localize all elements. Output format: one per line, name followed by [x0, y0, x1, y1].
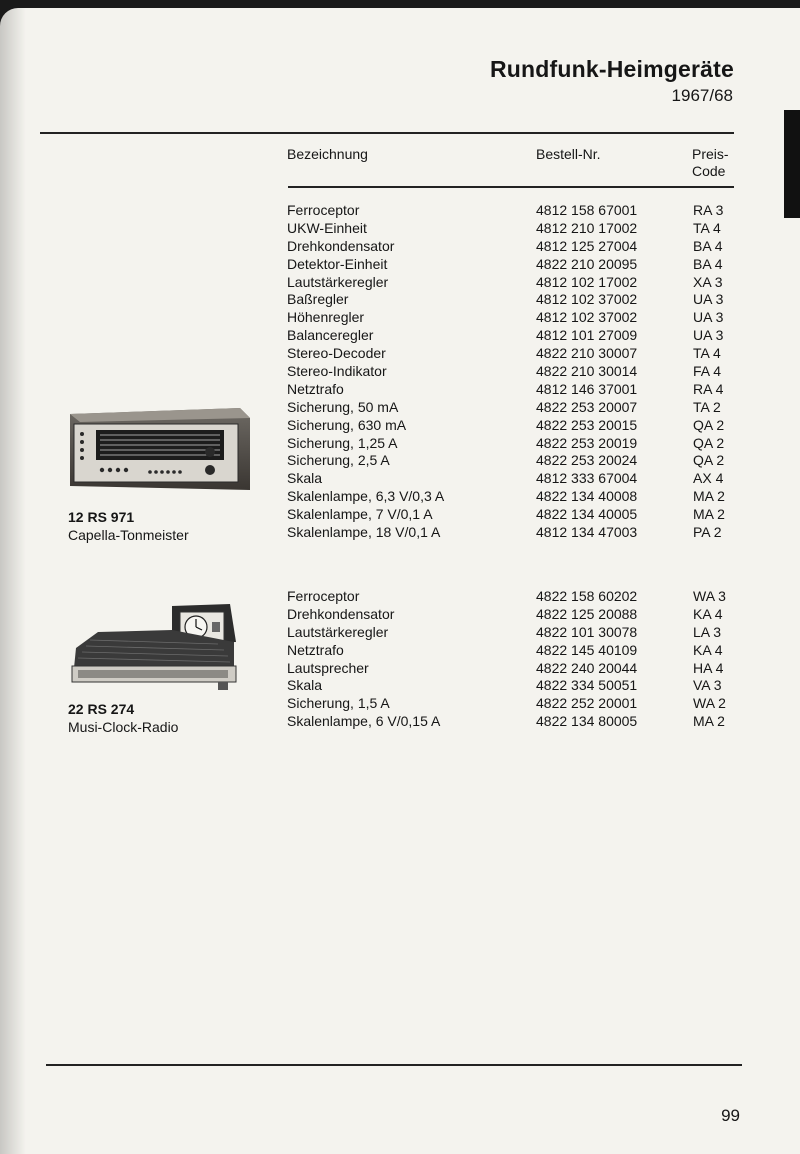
column-header-name: Bezeichnung [287, 146, 368, 162]
device-label-12rs971 [68, 508, 189, 544]
table-row: Drehkondensator 4822 125 20088 KA 4 [287, 605, 723, 622]
table-row: UKW-Einheit 4812 210 17002 TA 4 [287, 219, 721, 236]
table-row: Sicherung, 50 mA 4822 253 20007 TA 2 [287, 398, 721, 415]
table-row: Sicherung, 1,5 A 4822 252 20001 WA 2 [287, 695, 726, 712]
header-rule [288, 186, 734, 188]
table-row: Detektor-Einheit 4822 210 20095 BA 4 [287, 255, 723, 272]
table-row: Baßregler 4812 102 37002 UA 3 [287, 291, 724, 308]
table-row: Skalenlampe, 7 V/0,1 A 4822 134 40005 MA 2 [287, 506, 725, 523]
table-row: Ferroceptor 4822 158 60202 WA 3 [287, 588, 726, 604]
table-row: Lautstärkeregler 4822 101 30078 LA 3 [287, 623, 722, 640]
table-row: Netztrafo 4812 146 37001 RA 4 [287, 380, 724, 397]
catalog-page [0, 8, 800, 1154]
parts-table-12rs971 [287, 202, 747, 542]
table-row: Skala 4812 333 67004 AX 4 [287, 470, 724, 487]
table-row: Ferroceptor 4812 158 67001 RA 3 [287, 202, 724, 218]
table-row: Sicherung, 1,25 A 4822 253 20019 QA 2 [287, 434, 725, 451]
price-code-header-line2: Code [692, 163, 726, 179]
table-row: Drehkondensator 4812 125 27004 BA 4 [287, 237, 723, 254]
table-row: Lautsprecher 4822 240 20044 HA 4 [287, 659, 724, 676]
table-row: Skala 4822 334 50051 VA 3 [287, 677, 722, 694]
bottom-rule [46, 1064, 742, 1066]
page-number: 99 [721, 1106, 740, 1125]
page-year: 1967/68 [671, 86, 733, 105]
capella-tonmeister-radio-image [66, 404, 252, 496]
model-number: 12 RS 971 [68, 509, 135, 525]
musi-clock-radio-image [68, 596, 240, 696]
top-rule [40, 132, 734, 134]
table-row: Stereo-Decoder 4822 210 30007 TA 4 [287, 345, 721, 362]
table-row: Balanceregler 4812 101 27009 UA 3 [287, 327, 724, 344]
table-row: Sicherung, 2,5 A 4822 253 20024 QA 2 [287, 452, 725, 469]
column-header-order-number: Bestell-Nr. [536, 146, 601, 162]
table-row: Sicherung, 630 mA 4822 253 20015 QA 2 [287, 416, 725, 433]
column-header-price-code [692, 146, 729, 180]
model-name: Capella-Tonmeister [68, 527, 189, 543]
table-row: Höhenregler 4812 102 37002 UA 3 [287, 309, 724, 326]
table-row: Lautstärkeregler 4812 102 17002 XA 3 [287, 273, 723, 290]
model-number: 22 RS 274 [68, 701, 135, 717]
device-label-22rs274 [68, 700, 178, 736]
table-row: Stereo-Indikator 4822 210 30014 FA 4 [287, 363, 722, 380]
table-row: Skalenlampe, 6 V/0,15 A 4822 134 80005 MA 2 [287, 713, 725, 730]
table-row: Skalenlampe, 18 V/0,1 A 4812 134 47003 PA 2 [287, 524, 722, 541]
section-tab-marker [784, 110, 800, 218]
parts-table-22rs274 [287, 588, 747, 731]
model-name: Musi-Clock-Radio [68, 719, 179, 735]
page-title: Rundfunk-Heimgeräte [489, 56, 734, 82]
table-row: Skalenlampe, 6,3 V/0,3 A 4822 134 40008 MA 2 [287, 488, 725, 505]
price-code-header-line1: Preis- [692, 146, 729, 162]
table-row: Netztrafo 4822 145 40109 KA 4 [287, 641, 723, 658]
